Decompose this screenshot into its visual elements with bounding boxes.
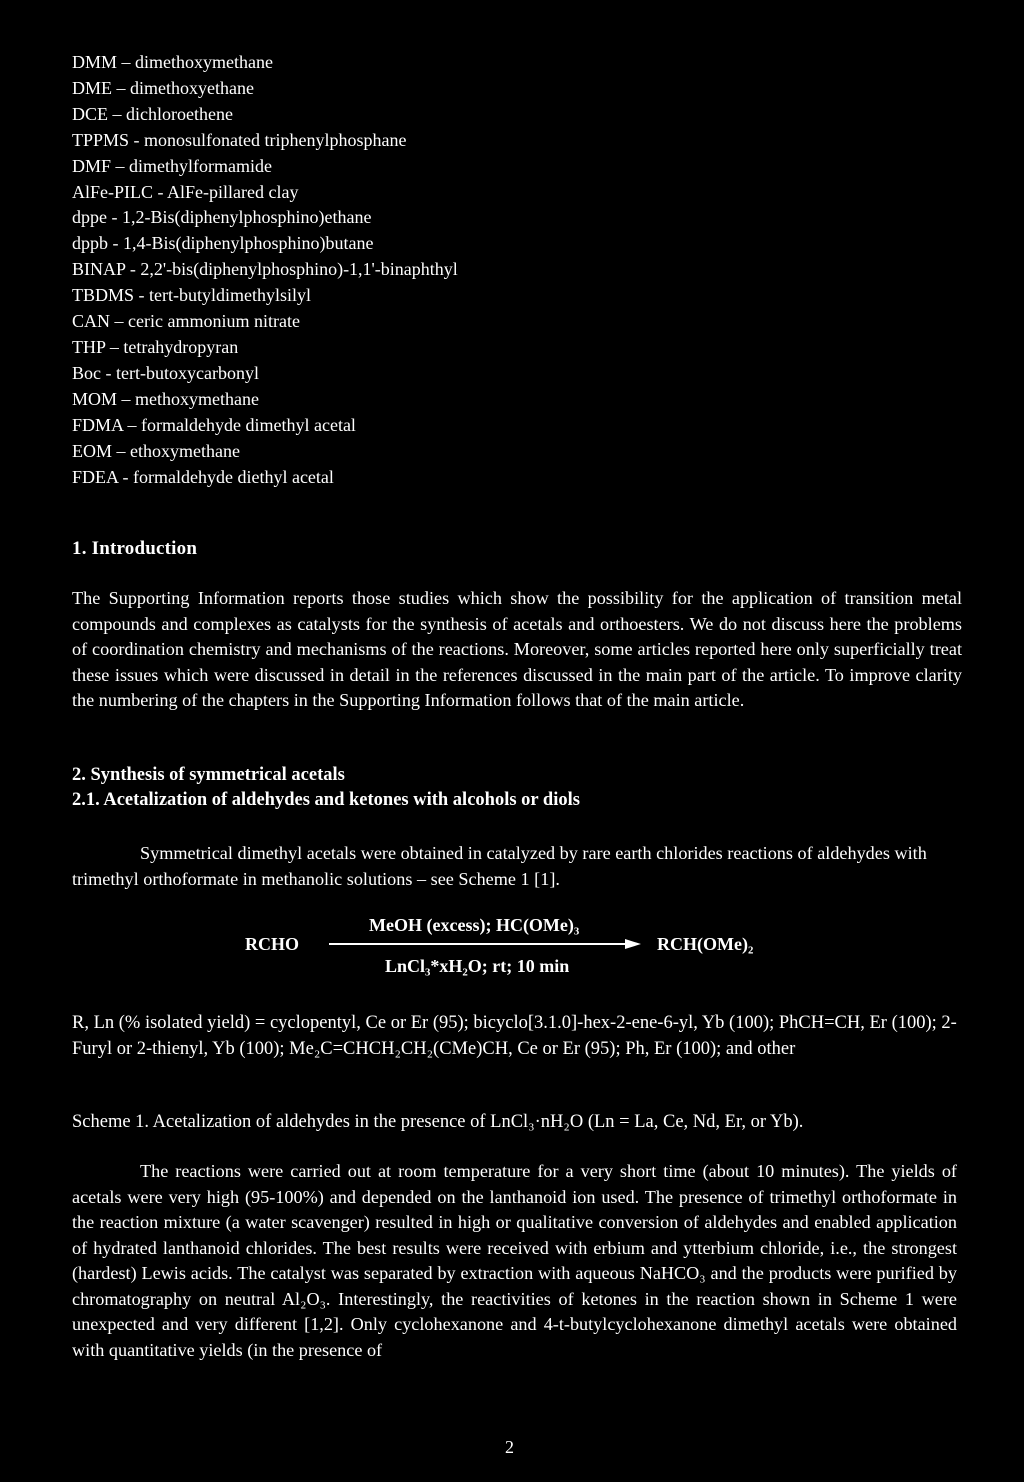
abbreviation-item: Boc - tert-butoxycarbonyl <box>72 362 259 383</box>
scheme-caption: Scheme 1. Acetalization of aldehydes in the presence of LnCl₃·nH₂O (Ln = La, Ce, Nd, Er, or Yb). <box>72 1112 804 1132</box>
abbreviation-list <box>72 50 972 490</box>
introduction-paragraph: The Supporting Information reports those studies which show the possibility for the application of transition metal compounds and complexes as catalysts for the synthesis of acetals and orthoesters. We do not discuss here the problems of coordination chemistry and mechanisms of the reactions. Moreover, some articles reported here only superficially treat these issues which were discussed in detail in the references discussed in the main part of the article. To improve clarity the numbering of the chapters in the Supporting Information follows that of the main article. <box>72 588 962 710</box>
abbreviation-item: FDEA - formaldehyde diethyl acetal <box>72 466 334 487</box>
reaction-scheme <box>245 912 825 982</box>
page-number: 2 <box>505 1437 514 1457</box>
scheme-conditions-above: MeOH (excess); HC(OMe)₃ <box>369 915 580 935</box>
abbreviation-item: DMM – dimethoxymethane <box>72 52 273 72</box>
abbreviation-item: EOM – ethoxymethane <box>72 440 240 461</box>
scheme-substituents-text: R, Ln (% isolated yield) = cyclopentyl, Ce or Er (95); bicyclo[3.1.0]-hex-2-ene-6-yl, Yb (100); PhCH=CH, Er (100); 2-Furyl or 2-thienyl, Yb (100); Me₂C=CHCH₂CH₂(CMe)CH, Ce or Er (95); Ph, Er (100); and other <box>72 1013 957 1059</box>
abbreviation-item: TPPMS - monosulfonated triphenylphosphane <box>72 129 407 150</box>
abbreviation-item: CAN – ceric ammonium nitrate <box>72 311 300 332</box>
scheme-reactant: RCHO <box>245 934 299 954</box>
abbreviation-item: DME – dimethoxyethane <box>72 77 254 98</box>
reactions-paragraph: The reactions were carried out at room temperature for a very short time (about 10 minutes). The yields of acetals were very high (95-100%) and depended on the lanthanoid ion used. The presence of trimethyl orthoformate in the reaction mixture (a water scavenger) resulted in high or qualitative conversion of aldehydes and enabled application of hydrated lanthanoid chlorides. The best results were received with erbium and ytterbium chloride, i.e., the strongest (hardest) Lewis acids. The catalyst was separated by extraction with aqueous NaHCO₃ and the products were purified by chromatography on neutral Al₂O₃. Interestingly, the reactivities of ketones in the reaction shown in Scheme 1 were unexpected and very different [1,2]. Only cyclohexanone and 4-t-butylcyclohexanone dimethyl acetals were obtained with quantitative yields (in the presence of <box>72 1161 957 1360</box>
section-2-1-heading: 2.1. Acetalization of aldehydes and ketones with alcohols or diols <box>72 790 580 810</box>
abbreviation-item: THP – tetrahydropyran <box>72 336 239 357</box>
section-2-heading: 2. Synthesis of symmetrical acetals <box>72 765 345 785</box>
abbreviation-item: FDMA – formaldehyde dimethyl acetal <box>72 414 356 435</box>
scheme-product: RCH(OMe)₂ <box>657 934 754 954</box>
abbreviation-item: DMF – dimethylformamide <box>72 155 272 176</box>
reaction-arrow-icon <box>329 934 641 954</box>
abbreviation-item: MOM – methoxymethane <box>72 388 259 409</box>
symmetrical-acetals-paragraph: Symmetrical dimethyl acetals were obtained in catalyzed by rare earth chlorides reactions of aldehydes with trimethyl orthoformate in methanolic solutions – see Scheme 1 [1]. <box>72 843 927 889</box>
abbreviation-item: DCE – dichloroethene <box>72 103 233 124</box>
abbreviation-item: dppe - 1,2-Bis(diphenylphosphino)ethane <box>72 207 372 228</box>
abbreviation-item: BINAP - 2,2'-bis(diphenylphosphino)-1,1'-binaphthyl <box>72 259 458 280</box>
abbreviation-item: dppb - 1,4-Bis(diphenylphosphino)butane <box>72 233 374 254</box>
introduction-heading: 1. Introduction <box>72 538 198 559</box>
abbreviation-item: AlFe-PILC - AlFe-pillared clay <box>72 181 299 202</box>
scheme-conditions-below: LnCl₃*xH₂O; rt; 10 min <box>385 956 570 976</box>
abbreviation-item: TBDMS - tert-butyldimethylsilyl <box>72 285 311 306</box>
